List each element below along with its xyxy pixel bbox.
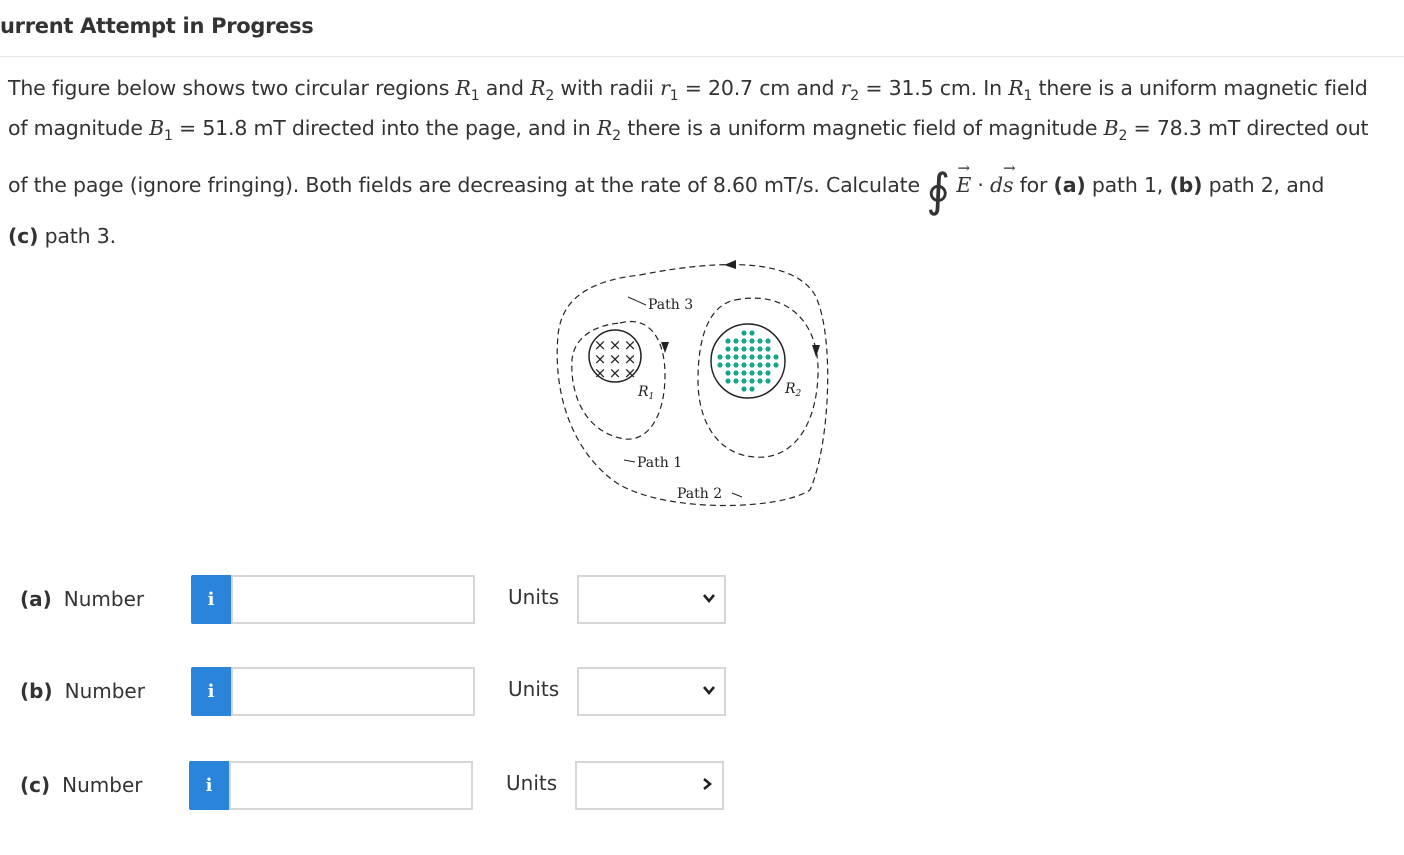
- field-into-page-mark: ×: [623, 350, 637, 368]
- field-out-of-page-dot: [733, 354, 738, 359]
- field-out-of-page-dot: [757, 354, 762, 359]
- header: [0, 0, 1404, 57]
- field-out-of-page-dot: [765, 346, 770, 351]
- field-into-page-mark: ×: [593, 350, 607, 368]
- path-2-arrow: [812, 345, 820, 357]
- number-input-c[interactable]: [229, 761, 473, 810]
- field-out-of-page-dot: [773, 362, 778, 367]
- field-out-of-page-dot: [741, 378, 746, 383]
- field-regions-diagram: [540, 245, 840, 520]
- field-out-of-page-dot: [717, 362, 722, 367]
- path-1-label: Path 1: [637, 455, 683, 471]
- field-out-of-page-dot: [741, 370, 746, 375]
- region-r2: [711, 324, 785, 398]
- field-out-of-page-dot: [749, 330, 754, 335]
- field-out-of-page-dot: [741, 362, 746, 367]
- field-out-of-page-dot: [749, 370, 754, 375]
- field-out-of-page-dot: [741, 386, 746, 391]
- field-out-of-page-dots: [717, 330, 778, 391]
- field-out-of-page-dot: [725, 370, 730, 375]
- page-title: urrent Attempt in Progress: [0, 14, 314, 38]
- field-out-of-page-dot: [741, 330, 746, 335]
- units-label-c: Units: [506, 771, 558, 795]
- field-out-of-page-dot: [765, 338, 770, 343]
- problem-line-2: of magnitude $B_1 = 51.8$ mT directed into the page, and in $R_2$ there is a uniform magnetic field of magnitude $B_2 = 78.3$ mT directed out: [8, 116, 1369, 145]
- chevron-down-icon: [702, 683, 716, 697]
- field-out-of-page-dot: [733, 362, 738, 367]
- problem-line-1: The figure below shows two circular regions $R_1$ and $R_2$ with radii $r_1 = 20.7$ cm and $r_2 = 31.5$ cm. In $R_1$ there is a uniform magnetic field: [8, 76, 1368, 105]
- field-out-of-page-dot: [757, 338, 762, 343]
- units-select-c[interactable]: [575, 761, 724, 810]
- info-icon: i: [207, 589, 215, 610]
- field-into-page-mark: ×: [608, 364, 622, 382]
- region-r2-label: $R_2$: [785, 381, 802, 399]
- field-out-of-page-dot: [725, 378, 730, 383]
- field-out-of-page-dot: [765, 378, 770, 383]
- units-label-b: Units: [508, 677, 560, 701]
- field-out-of-page-dot: [749, 378, 754, 383]
- field-out-of-page-dot: [749, 386, 754, 391]
- number-input-b[interactable]: [231, 667, 475, 716]
- field-out-of-page-dot: [765, 354, 770, 359]
- field-out-of-page-dot: [725, 346, 730, 351]
- field-into-page-mark: ×: [593, 336, 607, 354]
- path-2-label: Path 2: [677, 486, 723, 502]
- field-out-of-page-dot: [733, 370, 738, 375]
- path-1-arrow: [661, 342, 669, 353]
- field-out-of-page-dot: [749, 354, 754, 359]
- problem-line-3: of the page (ignore fringing). Both fields are decreasing at the rate of 8.60 mT/s. Calculate ∮ → E · d→ s for (a) path 1, (b) path 2, and: [8, 168, 1393, 202]
- figure: [540, 245, 840, 520]
- field-out-of-page-dot: [717, 354, 722, 359]
- field-out-of-page-dot: [733, 338, 738, 343]
- field-out-of-page-dot: [725, 354, 730, 359]
- chevron-down-icon: [702, 591, 716, 605]
- path-2-loop: [698, 298, 818, 457]
- info-icon: i: [207, 681, 215, 702]
- field-out-of-page-dot: [749, 362, 754, 367]
- field-into-page-mark: ×: [608, 336, 622, 354]
- number-input-a[interactable]: [231, 575, 475, 624]
- contour-integral-symbol: ∮: [926, 163, 950, 218]
- answer-row-a: [0, 575, 760, 625]
- field-out-of-page-dot: [725, 338, 730, 343]
- path-3-arrow: [724, 260, 736, 269]
- field-out-of-page-dot: [741, 354, 746, 359]
- region-r1-label: $R_1$: [638, 384, 655, 402]
- chevron-right-icon: [700, 777, 714, 791]
- field-out-of-page-dot: [741, 346, 746, 351]
- path-3-label: Path 3: [648, 297, 694, 313]
- field-out-of-page-dot: [749, 346, 754, 351]
- field-out-of-page-dot: [733, 378, 738, 383]
- field-out-of-page-dot: [757, 378, 762, 383]
- field-out-of-page-dot: [725, 362, 730, 367]
- answer-row-b: [0, 667, 760, 717]
- answer-label-a: (a) Number: [20, 587, 145, 611]
- field-into-page-mark: ×: [623, 336, 637, 354]
- problem-statement: [8, 72, 1393, 252]
- field-out-of-page-dot: [749, 338, 754, 343]
- field-into-page-mark: ×: [593, 364, 607, 382]
- answer-label-b: (b) Number: [20, 679, 145, 703]
- field-out-of-page-dot: [741, 338, 746, 343]
- field-out-of-page-dot: [757, 346, 762, 351]
- field-out-of-page-dot: [757, 362, 762, 367]
- answer-label-c: (c) Number: [20, 773, 143, 797]
- field-into-page-mark: ×: [608, 350, 622, 368]
- field-out-of-page-dot: [757, 370, 762, 375]
- units-select-a[interactable]: [577, 575, 726, 624]
- problem-line-4: (c) path 3.: [8, 224, 116, 249]
- field-into-page-mark: ×: [623, 364, 637, 382]
- info-icon: i: [205, 775, 213, 796]
- info-button-b[interactable]: [191, 667, 231, 716]
- field-out-of-page-dot: [765, 362, 770, 367]
- answer-row-c: [0, 761, 760, 811]
- field-out-of-page-dot: [773, 354, 778, 359]
- info-button-a[interactable]: [191, 575, 231, 624]
- units-label-a: Units: [508, 585, 560, 609]
- units-select-b[interactable]: [577, 667, 726, 716]
- field-out-of-page-dot: [733, 346, 738, 351]
- field-out-of-page-dot: [765, 370, 770, 375]
- info-button-c[interactable]: [189, 761, 229, 810]
